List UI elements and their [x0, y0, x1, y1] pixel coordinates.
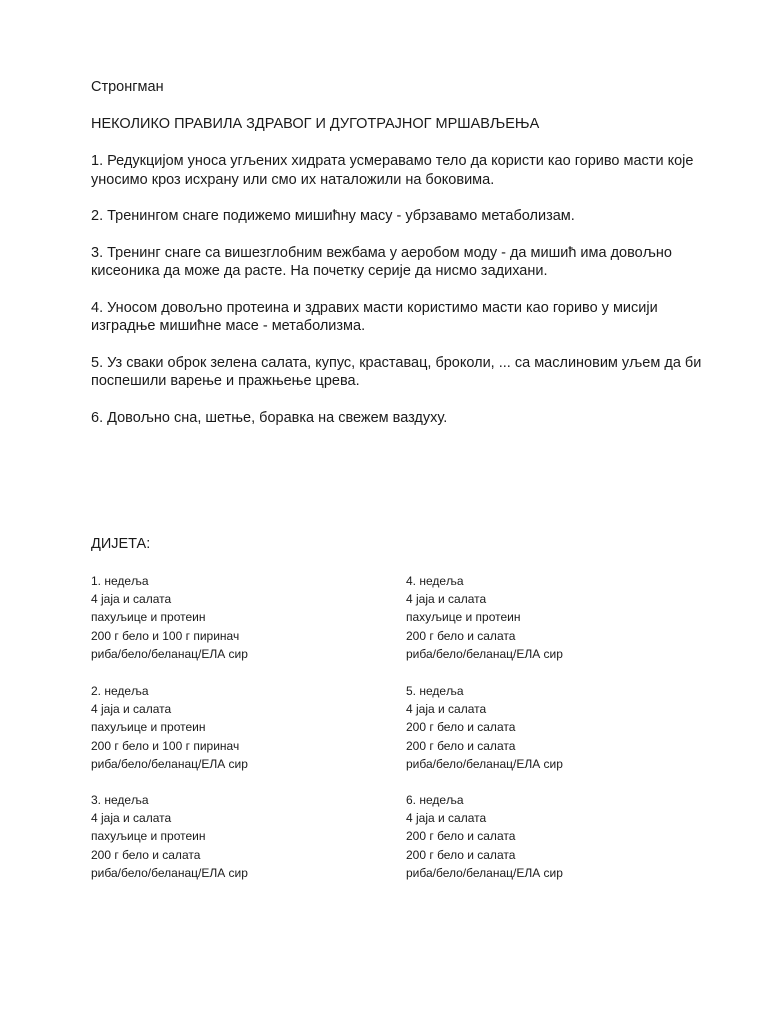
diet-title: ДИЈЕТА: [91, 536, 151, 552]
meal-line: 4 јаја и салата [91, 811, 172, 826]
meal-line: риба/бело/беланац/ЕЛА сир [91, 865, 248, 880]
week-block-6 [406, 791, 686, 882]
meal-line: 200 г бело и салата [406, 847, 516, 862]
week-block-2 [91, 682, 371, 773]
meal-line: 200 г бело и салата [91, 847, 201, 862]
meal-line: риба/бело/беланац/ЕЛА сир [406, 865, 563, 880]
meal-line: 200 г бело и 100 г пиринач [91, 628, 240, 643]
meal-line: 4 јаја и салата [91, 592, 172, 607]
document-title: Стронгман [91, 79, 164, 95]
meal-line: пахуљице и протеин [91, 829, 206, 844]
rules-list [91, 152, 711, 445]
meal-line: риба/бело/беланац/ЕЛА сир [406, 756, 563, 771]
meal-line: пахуљице и протеин [91, 610, 206, 625]
meal-line: 4 јаја и салата [406, 592, 487, 607]
rules-heading: НЕКОЛИКО ПРАВИЛА ЗДРАВОГ И ДУГОТРАЈНОГ МРШАВЉЕЊА [91, 116, 540, 132]
meal-line: риба/бело/беланац/ЕЛА сир [91, 646, 248, 661]
meal-line: пахуљице и протеин [406, 610, 521, 625]
week-label: 2. недеља [91, 684, 149, 698]
meal-line: 4 јаја и салата [91, 702, 172, 717]
rule-item: 1. Редукцијом уноса угљених хидрата усмеравамо тело да користи као гориво масти које уносимо кроз исхрану или смо их наталожили на боковима. [91, 153, 694, 188]
rule-item: 2. Тренингом снаге подижемо мишићну масу - убрзавамо метаболизам. [91, 208, 575, 224]
meal-line: 200 г бело и салата [406, 720, 516, 735]
meal-line: риба/бело/беланац/ЕЛА сир [406, 646, 563, 661]
meal-line: 4 јаја и салата [406, 811, 487, 826]
rule-item: 3. Тренинг снаге са вишезглобним вежбама у аеробом моду - да мишић има довољно кисеоника да може да расте. На почетку серије да нисмо задихани. [91, 244, 672, 279]
week-label: 5. недеља [406, 684, 464, 698]
meal-line: 200 г бело и салата [406, 829, 516, 844]
week-label: 1. недеља [91, 574, 149, 588]
week-label: 3. недеља [91, 793, 149, 807]
meal-line: 200 г бело и 100 г пиринач [91, 738, 240, 753]
week-label: 4. недеља [406, 574, 464, 588]
meal-line: 4 јаја и салата [406, 702, 487, 717]
rule-item: 5. Уз сваки оброк зелена салата, купус, краставац, броколи, ... са маслиновим уљем да би поспешили варење и пражњење црева. [91, 354, 702, 389]
week-label: 6. недеља [406, 793, 464, 807]
week-block-1 [91, 572, 371, 663]
meal-line: 200 г бело и салата [406, 738, 516, 753]
week-block-3 [91, 791, 371, 882]
meal-line: риба/бело/беланац/ЕЛА сир [91, 756, 248, 771]
week-block-4 [406, 572, 686, 663]
rule-item: 4. Уносом довољно протеина и здравих масти користимо масти као гориво у мисији изградње мишићне масе - метаболизма. [91, 299, 658, 334]
meal-line: 200 г бело и салата [406, 628, 516, 643]
rule-item: 6. Довољно сна, шетње, боравка на свежем ваздуху. [91, 409, 448, 426]
meal-line: пахуљице и протеин [91, 720, 206, 735]
week-block-5 [406, 682, 686, 773]
